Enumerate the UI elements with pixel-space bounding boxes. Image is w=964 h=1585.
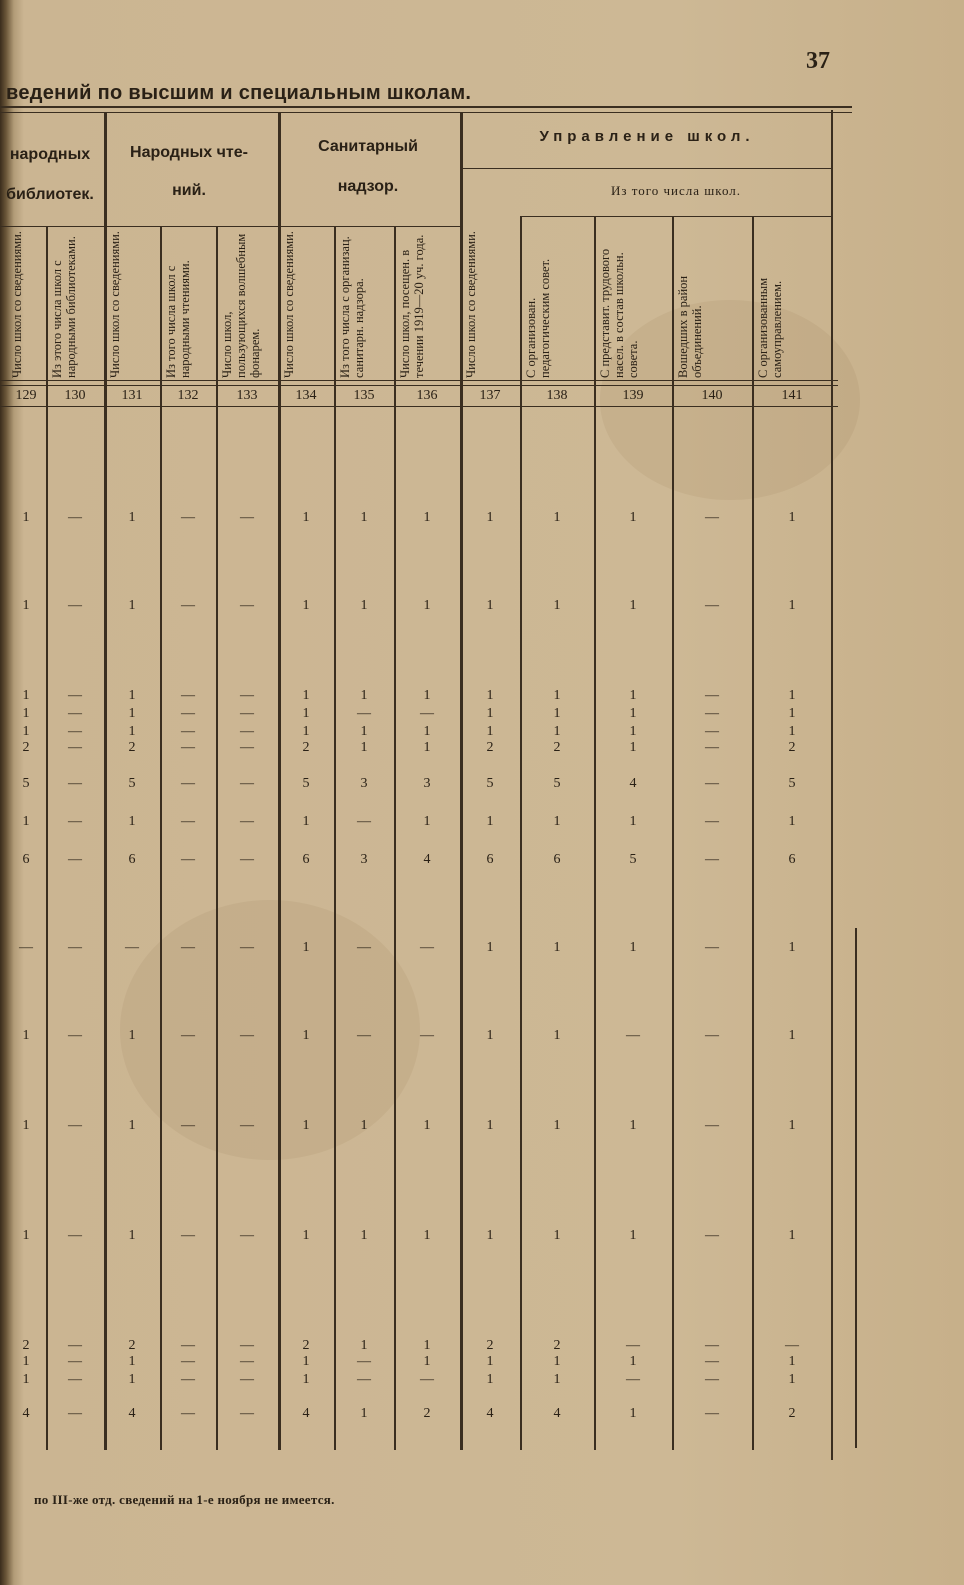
table-cell: 1 <box>128 814 136 829</box>
table-cell: — <box>125 940 139 955</box>
table-cell: 1 <box>486 706 494 721</box>
table-cell: — <box>705 1228 719 1243</box>
table-cell: 5 <box>22 776 30 791</box>
column-header-129: Число школ со сведениями. <box>10 231 24 378</box>
table-cell: — <box>68 776 82 791</box>
table-cell: 2 <box>22 740 30 755</box>
table-cell: 4 <box>22 1406 30 1421</box>
table-cell: — <box>240 688 254 703</box>
column-number-129: 129 <box>15 388 37 403</box>
table-cell: — <box>357 1372 371 1387</box>
table-cell: — <box>240 776 254 791</box>
table-cell: — <box>68 724 82 739</box>
column-separator <box>46 226 48 1450</box>
table-cell: — <box>705 814 719 829</box>
table-cell: 3 <box>423 776 431 791</box>
table-cell: 1 <box>629 740 637 755</box>
table-cell: — <box>705 1372 719 1387</box>
table-cell: 1 <box>22 1228 30 1243</box>
table-cell: 1 <box>486 510 494 525</box>
column-header-140: Вошедших в район объединений. <box>676 275 704 378</box>
table-cell: — <box>181 740 195 755</box>
table-cell: — <box>420 706 434 721</box>
table-cell: 1 <box>553 706 561 721</box>
table-cell: 1 <box>788 1228 796 1243</box>
table-cell: 4 <box>128 1406 136 1421</box>
column-header-137: Число школ со сведениями. <box>464 231 478 378</box>
table-cell: — <box>240 724 254 739</box>
column-header-141: С организованным самоуправлением. <box>756 277 784 378</box>
table-cell: 1 <box>302 510 310 525</box>
table-cell: — <box>68 598 82 613</box>
table-cell: 6 <box>788 852 796 867</box>
table-cell: 1 <box>302 724 310 739</box>
page-number: 37 <box>806 48 830 74</box>
table-cell: 1 <box>553 1028 561 1043</box>
group-sanitary-line1: Санитарный <box>318 138 418 155</box>
table-cell: 1 <box>629 706 637 721</box>
table-cell: 1 <box>788 940 796 955</box>
table-cell: — <box>705 1118 719 1133</box>
table-cell: 1 <box>486 1228 494 1243</box>
table-cell: 1 <box>629 1118 637 1133</box>
title-rule-thin <box>0 112 852 113</box>
table-cell: — <box>705 940 719 955</box>
table-cell: 1 <box>22 1028 30 1043</box>
table-cell: — <box>240 1354 254 1369</box>
table-cell: — <box>420 940 434 955</box>
table-cell: 1 <box>360 510 368 525</box>
table-cell: — <box>240 852 254 867</box>
table-cell: 1 <box>553 814 561 829</box>
table-cell: 1 <box>360 1118 368 1133</box>
table-cell: — <box>181 814 195 829</box>
table-cell: — <box>705 510 719 525</box>
page-title: ведений по высшим и специальным школам. <box>6 82 472 104</box>
table-cell: 1 <box>423 814 431 829</box>
table-cell: — <box>181 1028 195 1043</box>
table-cell: — <box>705 776 719 791</box>
table-cell: — <box>357 706 371 721</box>
table-cell: — <box>68 510 82 525</box>
table-cell: 1 <box>128 1118 136 1133</box>
table-cell: 1 <box>360 1406 368 1421</box>
table-cell: 3 <box>360 852 368 867</box>
table-cell: 1 <box>629 510 637 525</box>
table-cell: — <box>240 1228 254 1243</box>
table-cell: — <box>357 940 371 955</box>
table-cell: 4 <box>423 852 431 867</box>
table-cell: — <box>705 1406 719 1421</box>
table-cell: 2 <box>22 1338 30 1353</box>
table-cell: — <box>240 940 254 955</box>
table-cell: — <box>240 740 254 755</box>
table-cell: 1 <box>22 1372 30 1387</box>
table-cell: 2 <box>302 1338 310 1353</box>
table-cell: — <box>68 1228 82 1243</box>
table-cell: — <box>68 940 82 955</box>
table-cell: — <box>181 724 195 739</box>
table-cell: 1 <box>629 688 637 703</box>
table-cell: 2 <box>128 740 136 755</box>
header-bottom-rule <box>0 380 838 381</box>
table-cell: — <box>357 814 371 829</box>
column-header-134: Число школ со сведениями. <box>282 231 296 378</box>
column-header-136: Число школ, посещен. в течении 1919—20 уч. года. <box>398 234 426 378</box>
table-cell: 2 <box>128 1338 136 1353</box>
table-cell: 1 <box>423 1118 431 1133</box>
table-cell: 1 <box>128 1228 136 1243</box>
table-cell: — <box>68 1028 82 1043</box>
table-cell: 1 <box>423 740 431 755</box>
table-cell: — <box>181 1118 195 1133</box>
table-cell: — <box>240 1406 254 1421</box>
group-of-which: Из того числа школ. <box>610 183 742 198</box>
table-cell: 1 <box>360 688 368 703</box>
table-cell: 1 <box>360 724 368 739</box>
table-cell: — <box>181 1228 195 1243</box>
table-cell: — <box>181 852 195 867</box>
table-cell: 5 <box>486 776 494 791</box>
header-bottom-rule <box>0 385 838 386</box>
table-cell: 1 <box>629 940 637 955</box>
column-number-131: 131 <box>121 388 143 403</box>
table-cell: 1 <box>788 814 796 829</box>
table-cell: — <box>68 814 82 829</box>
table-cell: 1 <box>788 1354 796 1369</box>
column-separator <box>334 226 336 1450</box>
table-cell: 1 <box>22 1354 30 1369</box>
table-cell: — <box>181 688 195 703</box>
table-cell: 4 <box>486 1406 494 1421</box>
column-number-137: 137 <box>479 388 501 403</box>
table-cell: — <box>240 1338 254 1353</box>
table-cell: — <box>357 1354 371 1369</box>
table-cell: 1 <box>302 1028 310 1043</box>
group-libraries-line1: народных <box>9 146 91 163</box>
table-cell: 1 <box>486 1354 494 1369</box>
table-cell: 6 <box>22 852 30 867</box>
column-header-135: Из того числа с организац. санитарн. надзора. <box>338 236 366 378</box>
table-cell: 1 <box>22 688 30 703</box>
table-cell: 1 <box>128 706 136 721</box>
table-cell: — <box>181 1354 195 1369</box>
group-readings-line1: Народных чте- <box>130 144 248 161</box>
group-management: Управление школ. <box>539 128 755 145</box>
table-cell: 1 <box>22 724 30 739</box>
column-number-136: 136 <box>416 388 438 403</box>
table-cell: — <box>181 1372 195 1387</box>
column-header-138: С организован. педагогическим совет. <box>524 258 552 378</box>
table-cell: 3 <box>360 776 368 791</box>
table-cell: 1 <box>302 1228 310 1243</box>
table-cell: — <box>181 1406 195 1421</box>
column-number-130: 130 <box>64 388 86 403</box>
table-cell: — <box>705 598 719 613</box>
table-cell: — <box>705 1354 719 1369</box>
table-cell: 1 <box>302 814 310 829</box>
table-cell: 6 <box>302 852 310 867</box>
table-cell: 1 <box>128 724 136 739</box>
table-cell: 6 <box>553 852 561 867</box>
column-separator <box>104 112 107 1450</box>
table-cell: 1 <box>629 598 637 613</box>
table-cell: 1 <box>629 1354 637 1369</box>
table-cell: 1 <box>553 1372 561 1387</box>
table-cell: — <box>19 940 33 955</box>
table-cell: 5 <box>302 776 310 791</box>
column-number-140: 140 <box>701 388 723 403</box>
numbers-rule <box>0 406 838 407</box>
table-cell: 1 <box>22 598 30 613</box>
table-cell: 1 <box>302 688 310 703</box>
table-cell: 2 <box>553 1338 561 1353</box>
table-cell: 1 <box>629 724 637 739</box>
header-rule <box>460 168 832 169</box>
column-header-131: Число школ со сведениями. <box>108 231 122 378</box>
table-cell: 1 <box>302 1118 310 1133</box>
table-cell: — <box>181 706 195 721</box>
table-cell: 1 <box>423 1338 431 1353</box>
column-number-135: 135 <box>353 388 375 403</box>
table-cell: 1 <box>128 1354 136 1369</box>
table-cell: 1 <box>486 1028 494 1043</box>
title-rule <box>0 106 852 108</box>
table-cell: 1 <box>360 740 368 755</box>
table-cell: 1 <box>629 814 637 829</box>
table-cell: — <box>68 1338 82 1353</box>
table-cell: 2 <box>788 740 796 755</box>
table-cell: 1 <box>486 814 494 829</box>
table-cell: 1 <box>486 724 494 739</box>
table-cell: — <box>240 1118 254 1133</box>
table-cell: — <box>357 1028 371 1043</box>
header-rule <box>520 216 832 217</box>
column-number-138: 138 <box>546 388 568 403</box>
table-cell: 1 <box>553 510 561 525</box>
column-number-139: 139 <box>622 388 644 403</box>
table-cell: 1 <box>302 706 310 721</box>
column-separator <box>460 112 463 1450</box>
table-cell: 1 <box>128 1372 136 1387</box>
table-cell: 5 <box>629 852 637 867</box>
group-libraries-line2: библиотек. <box>6 186 94 203</box>
table-cell: 1 <box>553 724 561 739</box>
table-cell: 1 <box>553 1118 561 1133</box>
table-cell: 6 <box>128 852 136 867</box>
table-cell: — <box>705 1028 719 1043</box>
group-sanitary-line2: надзор. <box>337 178 399 195</box>
table-cell: 1 <box>423 1228 431 1243</box>
table-cell: 1 <box>22 814 30 829</box>
column-number-133: 133 <box>236 388 258 403</box>
table-cell: 1 <box>360 1338 368 1353</box>
table-cell: 1 <box>553 1354 561 1369</box>
table-cell: 1 <box>788 1118 796 1133</box>
header-rule <box>0 226 460 227</box>
table-cell: 1 <box>553 1228 561 1243</box>
table-cell: 2 <box>486 1338 494 1353</box>
table-cell: 1 <box>22 1118 30 1133</box>
table-cell: — <box>705 1338 719 1353</box>
table-cell: 1 <box>553 940 561 955</box>
table-cell: 4 <box>302 1406 310 1421</box>
table-cell: 4 <box>629 776 637 791</box>
table-cell: — <box>68 706 82 721</box>
table-cell: 1 <box>788 706 796 721</box>
table-cell: 1 <box>22 510 30 525</box>
table-cell: 1 <box>302 940 310 955</box>
table-cell: — <box>240 706 254 721</box>
column-separator <box>216 226 218 1450</box>
table-cell: 1 <box>486 688 494 703</box>
table-cell: 1 <box>302 598 310 613</box>
column-header-139: С представит. трудового насел. в состав школьн. совета. <box>598 248 640 378</box>
table-cell: 1 <box>629 1228 637 1243</box>
column-number-132: 132 <box>177 388 199 403</box>
table-cell: 1 <box>553 688 561 703</box>
table-cell: — <box>785 1338 799 1353</box>
column-header-130: Из этого числа школ с народными библиотеками. <box>50 236 78 378</box>
table-cell: — <box>705 724 719 739</box>
table-cell: — <box>420 1372 434 1387</box>
table-cell: — <box>68 740 82 755</box>
table-cell: 2 <box>553 740 561 755</box>
table-cell: — <box>68 1372 82 1387</box>
table-cell: 2 <box>788 1406 796 1421</box>
table-cell: 1 <box>423 724 431 739</box>
table-cell: — <box>240 510 254 525</box>
table-cell: — <box>240 1372 254 1387</box>
table-cell: 2 <box>486 740 494 755</box>
table-cell: 1 <box>22 706 30 721</box>
table-cell: — <box>68 688 82 703</box>
table-cell: 1 <box>788 724 796 739</box>
table-cell: 1 <box>360 598 368 613</box>
table-cell: — <box>705 706 719 721</box>
column-separator <box>394 226 396 1450</box>
table-cell: 2 <box>302 740 310 755</box>
table-cell: 5 <box>553 776 561 791</box>
table-cell: 1 <box>629 1406 637 1421</box>
table-cell: 1 <box>788 688 796 703</box>
table-cell: — <box>705 688 719 703</box>
column-separator <box>160 226 162 1450</box>
table-cell: — <box>181 776 195 791</box>
table-cell: 1 <box>128 510 136 525</box>
table-cell: — <box>705 852 719 867</box>
table-cell: 6 <box>486 852 494 867</box>
footnote: по III-же отд. сведений на 1-е ноября не имеется. <box>34 1492 335 1507</box>
table-cell: — <box>181 510 195 525</box>
table-cell: 1 <box>128 688 136 703</box>
table-cell: 1 <box>486 1118 494 1133</box>
table-cell: 1 <box>423 1354 431 1369</box>
column-separator <box>278 112 281 1450</box>
table-cell: — <box>240 1028 254 1043</box>
table-cell: 1 <box>128 1028 136 1043</box>
table-cell: 1 <box>128 598 136 613</box>
table-cell: 1 <box>788 1028 796 1043</box>
column-number-134: 134 <box>295 388 317 403</box>
table-cell: — <box>626 1338 640 1353</box>
table-cell: 1 <box>423 510 431 525</box>
table-cell: 2 <box>423 1406 431 1421</box>
table-cell: 5 <box>788 776 796 791</box>
table-cell: 1 <box>788 510 796 525</box>
table-cell: — <box>68 1354 82 1369</box>
table-cell: 1 <box>486 598 494 613</box>
table-cell: — <box>420 1028 434 1043</box>
table-cell: 1 <box>788 598 796 613</box>
group-readings-line2: ний. <box>172 182 206 199</box>
table-cell: — <box>626 1028 640 1043</box>
column-number-141: 141 <box>781 388 803 403</box>
table-cell: 1 <box>360 1228 368 1243</box>
table-cell: 1 <box>302 1354 310 1369</box>
table-cell: — <box>68 1406 82 1421</box>
table-cell: — <box>240 598 254 613</box>
table-cell: — <box>626 1372 640 1387</box>
column-header-133: Число школ, пользующихся волшебным фонарем. <box>220 233 262 378</box>
column-header-132: Из того числа школ с народными чтениями. <box>164 260 192 378</box>
table-cell: — <box>181 598 195 613</box>
table-cell: 4 <box>553 1406 561 1421</box>
table-cell: — <box>181 1338 195 1353</box>
table-cell: 1 <box>423 688 431 703</box>
table-cell: — <box>181 940 195 955</box>
table-cell: 1 <box>486 940 494 955</box>
table-cell: — <box>705 740 719 755</box>
table-cell: 1 <box>423 598 431 613</box>
table-cell: 1 <box>302 1372 310 1387</box>
table-cell: 1 <box>553 598 561 613</box>
table-cell: 1 <box>788 1372 796 1387</box>
table-cell: — <box>68 1118 82 1133</box>
table-cell: 1 <box>486 1372 494 1387</box>
table-cell: — <box>68 852 82 867</box>
table-cell: — <box>240 814 254 829</box>
table-cell: 5 <box>128 776 136 791</box>
